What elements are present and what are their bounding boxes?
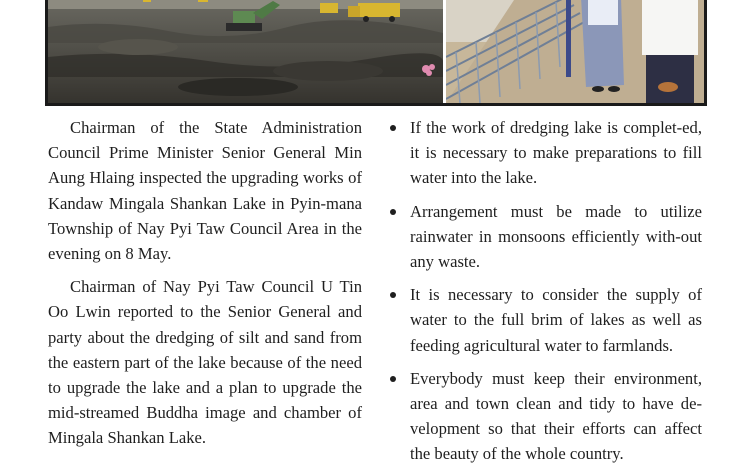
bullet-list <box>386 115 702 467</box>
bullet-dot-icon <box>390 209 396 215</box>
bullet-text: If the work of dredging lake is complet-ed, it is necessary to make preparations to fill water into the lake. <box>410 118 702 188</box>
bullet-dot-icon <box>390 376 396 382</box>
photo-strip <box>45 0 707 106</box>
right-column <box>386 115 702 475</box>
article-paragraph: Chairman of the State Administration Council Prime Minister Senior General Min Aung Hlaing inspected the upgrading works of Kandaw Mingala Shankan Lake in Pyin-mana Township of Nay Pyi Taw Council Area in the evening on 8 May. <box>48 118 362 264</box>
bullet-text: Arrangement must be made to utilize rainwater in monsoons efficiently with-out any waste. <box>410 201 702 272</box>
bullet-text: Everybody must keep their environment, area and town clean and tidy to have de-velopment so that their efforts can affect the beauty of the whole country. <box>410 368 702 464</box>
bullet-dot-icon <box>390 292 396 298</box>
bullet-item <box>386 199 702 275</box>
bullet-text: It is necessary to consider the supply of water to the full brim of lakes as well as feeding agricultural water to farmlands. <box>410 285 702 355</box>
bullet-item <box>386 282 702 358</box>
dredging-site-photo <box>48 0 443 103</box>
bullet-item <box>386 366 702 467</box>
bullet-item <box>386 115 702 191</box>
lakeside-inspection-photo <box>446 0 704 103</box>
left-column <box>48 115 362 459</box>
dredging-site-photo-icon <box>48 0 443 103</box>
bullet-dot-icon <box>390 125 396 131</box>
lakeside-inspection-photo-icon <box>446 0 704 103</box>
article-paragraph: Chairman of Nay Pyi Taw Council U Tin Oo Lwin reported to the Senior General and party about the dredging of silt and sand from the eastern part of the lake because of the need to upgrade the lake and a plan to upgrade the mid-streamed Buddha image and chamber of Mingala Shankan Lake. <box>48 277 362 448</box>
